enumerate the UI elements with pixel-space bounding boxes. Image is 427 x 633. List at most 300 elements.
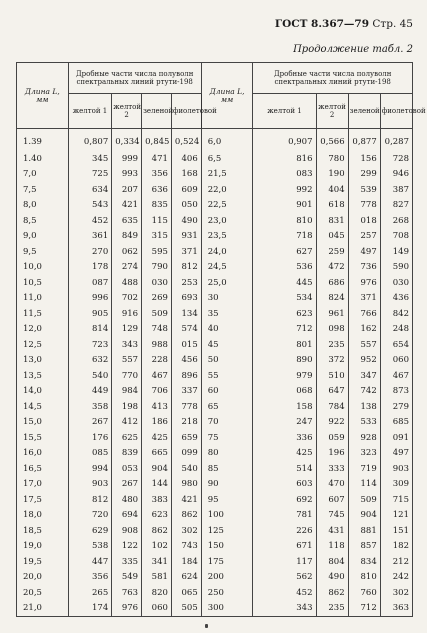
fraction-cell: 425 bbox=[142, 430, 172, 446]
length-cell: 6,0 bbox=[201, 129, 253, 152]
fraction-cell: 343 bbox=[253, 601, 316, 617]
fraction-cell: 099 bbox=[171, 446, 201, 462]
fraction-cell: 267 bbox=[112, 477, 142, 493]
table-row bbox=[17, 306, 413, 322]
table-row bbox=[17, 368, 413, 384]
fraction-cell: 102 bbox=[142, 539, 172, 555]
table-row bbox=[17, 129, 413, 152]
fraction-cell: 068 bbox=[253, 384, 316, 400]
length-cell: 10,0 bbox=[17, 260, 69, 276]
length-cell: 24,5 bbox=[201, 260, 253, 276]
fractions-table bbox=[16, 62, 426, 617]
fraction-cell: 343 bbox=[112, 337, 142, 353]
length-cell: 19,0 bbox=[17, 539, 69, 555]
fraction-cell: 387 bbox=[380, 182, 412, 198]
fraction-cell: 706 bbox=[142, 384, 172, 400]
fraction-cell: 952 bbox=[348, 353, 380, 369]
fraction-cell: 371 bbox=[348, 291, 380, 307]
fraction-cell: 184 bbox=[171, 554, 201, 570]
length-cell: 200 bbox=[201, 570, 253, 586]
fraction-cell: 685 bbox=[380, 415, 412, 431]
length-cell: 18,0 bbox=[17, 508, 69, 524]
fraction-cell: 540 bbox=[171, 461, 201, 477]
fraction-cell: 488 bbox=[112, 275, 142, 291]
table-row bbox=[17, 415, 413, 431]
fraction-cell: 994 bbox=[68, 461, 112, 477]
fraction-cell: 533 bbox=[348, 415, 380, 431]
fraction-cell: 702 bbox=[112, 291, 142, 307]
length-cell: 9,5 bbox=[17, 244, 69, 260]
fraction-cell: 509 bbox=[348, 492, 380, 508]
table-row bbox=[17, 260, 413, 276]
length-cell: 16,0 bbox=[17, 446, 69, 462]
fraction-cell: 901 bbox=[253, 198, 316, 214]
fraction-cell: 337 bbox=[171, 384, 201, 400]
fraction-cell: 449 bbox=[68, 384, 112, 400]
fraction-cell: 490 bbox=[316, 570, 348, 586]
fraction-cell: 827 bbox=[380, 198, 412, 214]
fraction-cell: 618 bbox=[316, 198, 348, 214]
table-row bbox=[17, 198, 413, 214]
fraction-cell: 632 bbox=[68, 353, 112, 369]
fraction-cell: 725 bbox=[68, 167, 112, 183]
fraction-cell: 720 bbox=[68, 508, 112, 524]
fraction-cell: 635 bbox=[112, 213, 142, 229]
fraction-cell: 778 bbox=[348, 198, 380, 214]
page-mark bbox=[205, 624, 208, 628]
length-cell: 24,0 bbox=[201, 244, 253, 260]
fraction-cell: 091 bbox=[380, 430, 412, 446]
fraction-cell: 144 bbox=[142, 477, 172, 493]
fraction-cell: 715 bbox=[380, 492, 412, 508]
fraction-cell: 425 bbox=[253, 446, 316, 462]
fraction-cell: 158 bbox=[253, 399, 316, 415]
fraction-cell: 247 bbox=[253, 415, 316, 431]
fraction-cell: 452 bbox=[68, 213, 112, 229]
fraction-cell: 510 bbox=[316, 368, 348, 384]
fraction-cell: 543 bbox=[68, 198, 112, 214]
fraction-cell: 421 bbox=[171, 492, 201, 508]
fraction-cell: 712 bbox=[348, 601, 380, 617]
table-continuation-caption: Продолжение табл. 2 bbox=[293, 44, 413, 55]
fraction-cell: 196 bbox=[316, 446, 348, 462]
page-number: Стр. 45 bbox=[372, 18, 413, 30]
fraction-cell: 121 bbox=[380, 508, 412, 524]
length-cell: 25,0 bbox=[201, 275, 253, 291]
fraction-cell: 671 bbox=[253, 539, 316, 555]
col-violet-left: фиолетовой bbox=[171, 94, 201, 129]
fraction-cell: 336 bbox=[253, 430, 316, 446]
fraction-cell: 471 bbox=[142, 151, 172, 167]
fraction-cell: 472 bbox=[316, 260, 348, 276]
fraction-cell: 931 bbox=[171, 229, 201, 245]
length-cell: 250 bbox=[201, 585, 253, 601]
table-row bbox=[17, 213, 413, 229]
length-cell: 23,0 bbox=[201, 213, 253, 229]
fraction-cell: 770 bbox=[112, 368, 142, 384]
fraction-cell: 062 bbox=[112, 244, 142, 260]
fraction-cell: 323 bbox=[348, 446, 380, 462]
fraction-cell: 134 bbox=[171, 306, 201, 322]
col-yellow2-right: желтой 2 bbox=[316, 94, 348, 129]
length-cell: 12,0 bbox=[17, 322, 69, 338]
table-row bbox=[17, 291, 413, 307]
fraction-cell: 745 bbox=[316, 508, 348, 524]
fraction-cell: 083 bbox=[253, 167, 316, 183]
fraction-cell: 117 bbox=[253, 554, 316, 570]
length-cell: 125 bbox=[201, 523, 253, 539]
standard-number: ГОСТ 8.367—79 bbox=[274, 18, 370, 30]
fraction-cell: 030 bbox=[380, 275, 412, 291]
fraction-cell: 309 bbox=[380, 477, 412, 493]
table-row bbox=[17, 477, 413, 493]
fraction-cell: 333 bbox=[316, 461, 348, 477]
fraction-cell: 497 bbox=[380, 446, 412, 462]
fraction-cell: 242 bbox=[380, 570, 412, 586]
fraction-cell: 335 bbox=[112, 554, 142, 570]
fraction-cell: 718 bbox=[253, 229, 316, 245]
length-cell: 30 bbox=[201, 291, 253, 307]
fraction-cell: 896 bbox=[171, 368, 201, 384]
fraction-cell: 627 bbox=[253, 244, 316, 260]
fraction-cell: 186 bbox=[142, 415, 172, 431]
table-row bbox=[17, 508, 413, 524]
fraction-cell: 356 bbox=[68, 570, 112, 586]
fraction-cell: 178 bbox=[68, 260, 112, 276]
fraction-cell: 115 bbox=[142, 213, 172, 229]
length-cell: 70 bbox=[201, 415, 253, 431]
fraction-cell: 908 bbox=[112, 523, 142, 539]
fraction-cell: 0,524 bbox=[171, 129, 201, 152]
fraction-cell: 235 bbox=[316, 337, 348, 353]
fraction-cell: 065 bbox=[171, 585, 201, 601]
fraction-cell: 881 bbox=[348, 523, 380, 539]
table-row bbox=[17, 554, 413, 570]
fraction-cell: 383 bbox=[142, 492, 172, 508]
fraction-cell: 212 bbox=[380, 554, 412, 570]
fraction-cell: 015 bbox=[171, 337, 201, 353]
col-yellow1-left: желтой 1 bbox=[68, 94, 112, 129]
fraction-cell: 114 bbox=[348, 477, 380, 493]
table-row bbox=[17, 229, 413, 245]
table-row bbox=[17, 167, 413, 183]
fraction-cell: 467 bbox=[142, 368, 172, 384]
length-cell: 100 bbox=[201, 508, 253, 524]
fraction-cell: 812 bbox=[68, 492, 112, 508]
fraction-cell: 302 bbox=[171, 523, 201, 539]
fraction-cell: 629 bbox=[68, 523, 112, 539]
col-green-left: зеленой bbox=[142, 94, 172, 129]
fraction-cell: 470 bbox=[316, 477, 348, 493]
length-cell: 6,5 bbox=[201, 151, 253, 167]
fraction-cell: 557 bbox=[112, 353, 142, 369]
length-cell: 80 bbox=[201, 446, 253, 462]
fraction-cell: 862 bbox=[171, 508, 201, 524]
fraction-cell: 814 bbox=[68, 322, 112, 338]
length-cell: 55 bbox=[201, 368, 253, 384]
fraction-cell: 514 bbox=[253, 461, 316, 477]
fraction-cell: 988 bbox=[142, 337, 172, 353]
fraction-cell: 538 bbox=[68, 539, 112, 555]
fraction-cell: 406 bbox=[171, 151, 201, 167]
fraction-cell: 087 bbox=[68, 275, 112, 291]
fraction-cell: 790 bbox=[142, 260, 172, 276]
fraction-cell: 624 bbox=[171, 570, 201, 586]
col-green-right: зеленой bbox=[348, 94, 380, 129]
fraction-cell: 182 bbox=[380, 539, 412, 555]
length-cell: 9,0 bbox=[17, 229, 69, 245]
fraction-cell: 118 bbox=[316, 539, 348, 555]
length-cell: 95 bbox=[201, 492, 253, 508]
fraction-cell: 050 bbox=[171, 198, 201, 214]
table-row bbox=[17, 399, 413, 415]
fraction-cell: 890 bbox=[253, 353, 316, 369]
fraction-cell: 839 bbox=[112, 446, 142, 462]
fraction-cell: 903 bbox=[380, 461, 412, 477]
fraction-cell: 509 bbox=[142, 306, 172, 322]
length-cell: 19,5 bbox=[17, 554, 69, 570]
fraction-cell: 996 bbox=[68, 291, 112, 307]
fraction-cell: 372 bbox=[316, 353, 348, 369]
fraction-cell: 728 bbox=[380, 151, 412, 167]
table-row bbox=[17, 446, 413, 462]
fraction-cell: 623 bbox=[253, 306, 316, 322]
table-row bbox=[17, 337, 413, 353]
fraction-cell: 452 bbox=[253, 585, 316, 601]
length-cell: 22,5 bbox=[201, 198, 253, 214]
length-cell: 20,0 bbox=[17, 570, 69, 586]
table-row bbox=[17, 430, 413, 446]
length-cell: 17,0 bbox=[17, 477, 69, 493]
length-cell: 12,5 bbox=[17, 337, 69, 353]
length-cell: 90 bbox=[201, 477, 253, 493]
fraction-cell: 0,907 bbox=[253, 129, 316, 152]
fraction-cell: 694 bbox=[112, 508, 142, 524]
table-row bbox=[17, 182, 413, 198]
fraction-cell: 916 bbox=[112, 306, 142, 322]
fraction-cell: 253 bbox=[171, 275, 201, 291]
fraction-cell: 980 bbox=[171, 477, 201, 493]
fraction-cell: 279 bbox=[380, 399, 412, 415]
fraction-cell: 719 bbox=[348, 461, 380, 477]
length-cell: 8,0 bbox=[17, 198, 69, 214]
col-violet-right: фиолетовой bbox=[380, 94, 412, 129]
table-row bbox=[17, 384, 413, 400]
col-yellow1-right: желтой 1 bbox=[253, 94, 316, 129]
fraction-cell: 801 bbox=[253, 337, 316, 353]
fraction-cell: 445 bbox=[253, 275, 316, 291]
fraction-cell: 903 bbox=[68, 477, 112, 493]
fraction-cell: 712 bbox=[253, 322, 316, 338]
fraction-cell: 358 bbox=[68, 399, 112, 415]
fraction-cell: 904 bbox=[142, 461, 172, 477]
length-cell: 11,0 bbox=[17, 291, 69, 307]
table-row bbox=[17, 322, 413, 338]
fraction-cell: 557 bbox=[348, 337, 380, 353]
fraction-cell: 536 bbox=[253, 260, 316, 276]
table-row bbox=[17, 353, 413, 369]
fraction-cell: 218 bbox=[171, 415, 201, 431]
fraction-cell: 623 bbox=[142, 508, 172, 524]
length-header-right: Длина L, мм bbox=[201, 63, 253, 129]
fraction-cell: 609 bbox=[171, 182, 201, 198]
length-cell: 7,5 bbox=[17, 182, 69, 198]
group-header-left: Дробные части числа полуволн спектральных линий ртути-198 bbox=[68, 63, 201, 94]
fraction-cell: 999 bbox=[112, 151, 142, 167]
fraction-cell: 156 bbox=[348, 151, 380, 167]
fraction-cell: 743 bbox=[171, 539, 201, 555]
length-cell: 1.40 bbox=[17, 151, 69, 167]
fraction-cell: 992 bbox=[253, 182, 316, 198]
fraction-cell: 149 bbox=[380, 244, 412, 260]
length-cell: 85 bbox=[201, 461, 253, 477]
fraction-cell: 928 bbox=[348, 430, 380, 446]
table-row bbox=[17, 461, 413, 477]
length-cell: 45 bbox=[201, 337, 253, 353]
fraction-cell: 176 bbox=[68, 430, 112, 446]
fraction-cell: 226 bbox=[253, 523, 316, 539]
table-row bbox=[17, 523, 413, 539]
fraction-cell: 235 bbox=[316, 601, 348, 617]
fraction-cell: 993 bbox=[112, 167, 142, 183]
fraction-cell: 0,334 bbox=[112, 129, 142, 152]
fraction-cell: 456 bbox=[171, 353, 201, 369]
fraction-cell: 820 bbox=[142, 585, 172, 601]
fraction-cell: 581 bbox=[142, 570, 172, 586]
fraction-cell: 059 bbox=[316, 430, 348, 446]
fraction-cell: 030 bbox=[142, 275, 172, 291]
fraction-cell: 686 bbox=[316, 275, 348, 291]
fraction-cell: 636 bbox=[142, 182, 172, 198]
fraction-cell: 268 bbox=[380, 213, 412, 229]
fraction-cell: 634 bbox=[68, 182, 112, 198]
fraction-cell: 842 bbox=[380, 306, 412, 322]
fraction-cell: 742 bbox=[348, 384, 380, 400]
fraction-cell: 269 bbox=[142, 291, 172, 307]
table-row bbox=[17, 244, 413, 260]
length-cell: 35 bbox=[201, 306, 253, 322]
fraction-cell: 804 bbox=[316, 554, 348, 570]
fraction-cell: 692 bbox=[253, 492, 316, 508]
table-row bbox=[17, 570, 413, 586]
fraction-cell: 659 bbox=[171, 430, 201, 446]
fraction-cell: 607 bbox=[316, 492, 348, 508]
fraction-cell: 190 bbox=[316, 167, 348, 183]
length-cell: 150 bbox=[201, 539, 253, 555]
fraction-cell: 259 bbox=[316, 244, 348, 260]
fraction-cell: 834 bbox=[348, 554, 380, 570]
length-cell: 20,5 bbox=[17, 585, 69, 601]
fraction-cell: 345 bbox=[68, 151, 112, 167]
fraction-cell: 904 bbox=[348, 508, 380, 524]
fraction-cell: 849 bbox=[112, 229, 142, 245]
length-cell: 300 bbox=[201, 601, 253, 617]
fraction-cell: 0,287 bbox=[380, 129, 412, 152]
fraction-cell: 979 bbox=[253, 368, 316, 384]
length-cell: 22,0 bbox=[201, 182, 253, 198]
fraction-cell: 467 bbox=[380, 368, 412, 384]
length-cell: 50 bbox=[201, 353, 253, 369]
fraction-cell: 760 bbox=[348, 585, 380, 601]
fraction-cell: 299 bbox=[348, 167, 380, 183]
length-cell: 65 bbox=[201, 399, 253, 415]
fraction-cell: 228 bbox=[142, 353, 172, 369]
length-cell: 18,5 bbox=[17, 523, 69, 539]
fraction-cell: 766 bbox=[348, 306, 380, 322]
fraction-cell: 922 bbox=[316, 415, 348, 431]
fraction-cell: 356 bbox=[142, 167, 172, 183]
fraction-cell: 862 bbox=[316, 585, 348, 601]
length-header-left: Длина L, мм bbox=[17, 63, 69, 129]
fraction-cell: 562 bbox=[253, 570, 316, 586]
length-cell: 16,5 bbox=[17, 461, 69, 477]
fraction-cell: 748 bbox=[142, 322, 172, 338]
fraction-cell: 647 bbox=[316, 384, 348, 400]
fraction-cell: 174 bbox=[68, 601, 112, 617]
fraction-cell: 0,877 bbox=[348, 129, 380, 152]
length-cell: 7,0 bbox=[17, 167, 69, 183]
fraction-cell: 778 bbox=[171, 399, 201, 415]
fraction-cell: 162 bbox=[348, 322, 380, 338]
fraction-cell: 361 bbox=[68, 229, 112, 245]
length-cell: 1.39 bbox=[17, 129, 69, 152]
fraction-cell: 315 bbox=[142, 229, 172, 245]
fraction-cell: 816 bbox=[253, 151, 316, 167]
fraction-cell: 347 bbox=[348, 368, 380, 384]
fraction-cell: 693 bbox=[171, 291, 201, 307]
length-cell: 40 bbox=[201, 322, 253, 338]
fraction-cell: 413 bbox=[142, 399, 172, 415]
fraction-cell: 129 bbox=[112, 322, 142, 338]
fraction-cell: 574 bbox=[171, 322, 201, 338]
fraction-cell: 736 bbox=[348, 260, 380, 276]
fraction-cell: 274 bbox=[112, 260, 142, 276]
fraction-cell: 590 bbox=[380, 260, 412, 276]
fraction-cell: 404 bbox=[316, 182, 348, 198]
length-cell: 75 bbox=[201, 430, 253, 446]
fraction-cell: 976 bbox=[112, 601, 142, 617]
fraction-cell: 540 bbox=[68, 368, 112, 384]
fraction-cell: 207 bbox=[112, 182, 142, 198]
fraction-cell: 946 bbox=[380, 167, 412, 183]
length-cell: 14,0 bbox=[17, 384, 69, 400]
length-cell: 8,5 bbox=[17, 213, 69, 229]
fraction-cell: 267 bbox=[68, 415, 112, 431]
fraction-cell: 341 bbox=[142, 554, 172, 570]
length-cell: 15,5 bbox=[17, 430, 69, 446]
fraction-cell: 436 bbox=[380, 291, 412, 307]
fraction-cell: 302 bbox=[380, 585, 412, 601]
fraction-cell: 198 bbox=[112, 399, 142, 415]
fraction-cell: 018 bbox=[348, 213, 380, 229]
fraction-cell: 248 bbox=[380, 322, 412, 338]
group-header-right: Дробные части числа полуволн спектральных линий ртути-198 bbox=[253, 63, 413, 94]
table-row bbox=[17, 601, 413, 617]
fraction-cell: 984 bbox=[112, 384, 142, 400]
fraction-cell: 490 bbox=[171, 213, 201, 229]
fraction-cell: 654 bbox=[380, 337, 412, 353]
fraction-cell: 168 bbox=[171, 167, 201, 183]
fraction-cell: 480 bbox=[112, 492, 142, 508]
fraction-cell: 625 bbox=[112, 430, 142, 446]
fraction-cell: 060 bbox=[142, 601, 172, 617]
fraction-cell: 0,845 bbox=[142, 129, 172, 152]
length-cell: 17,5 bbox=[17, 492, 69, 508]
fraction-cell: 421 bbox=[112, 198, 142, 214]
table-row bbox=[17, 275, 413, 291]
fraction-cell: 784 bbox=[316, 399, 348, 415]
fraction-cell: 665 bbox=[142, 446, 172, 462]
